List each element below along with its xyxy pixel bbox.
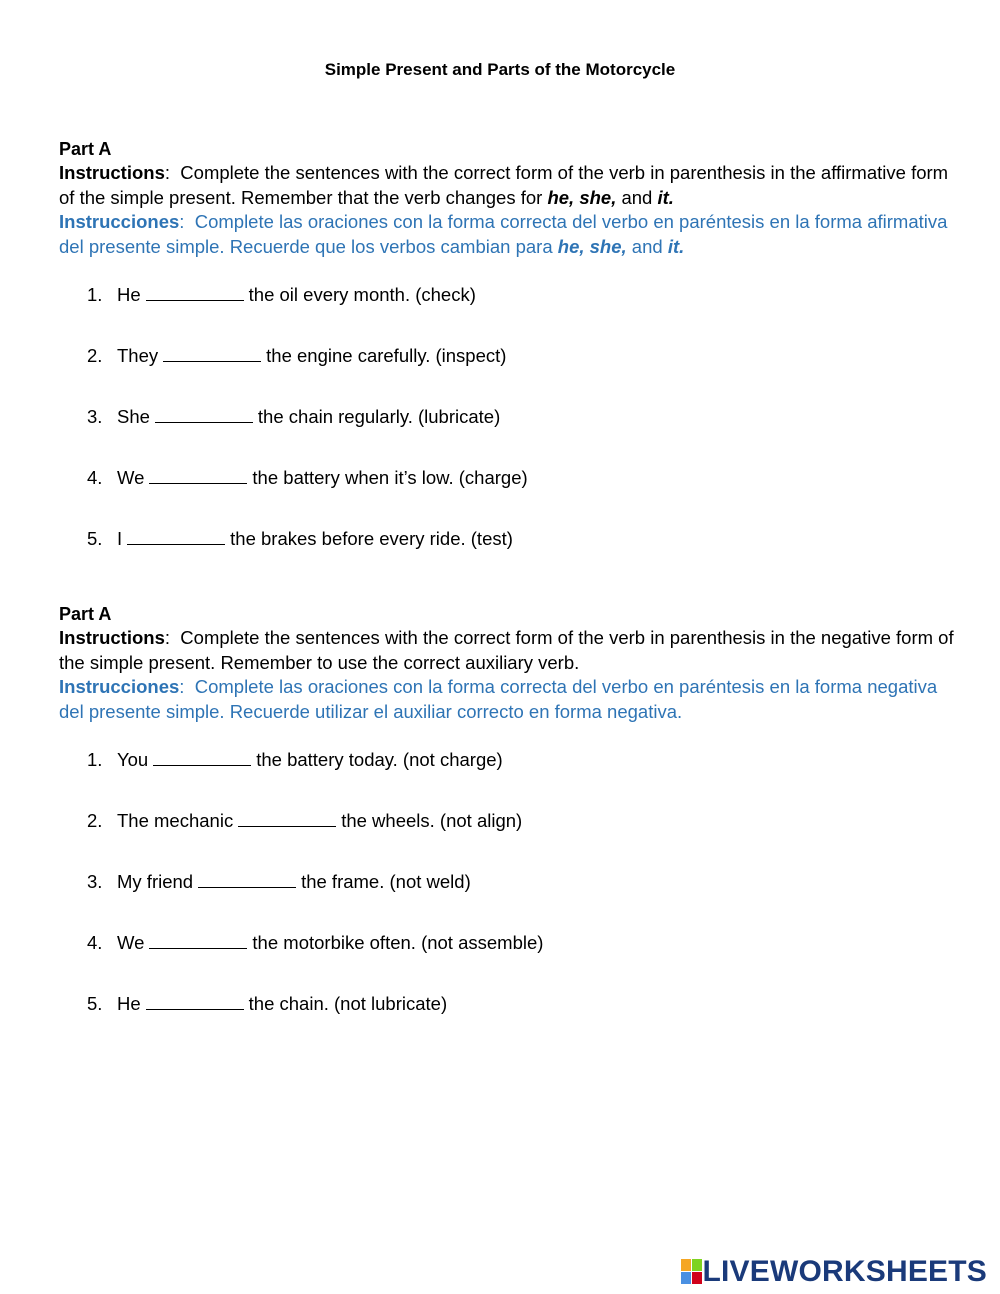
instructions-english: Instructions: Complete the sentences with the correct form of the verb in parenthesis in the affirmative form of the simple present. Remember that the verb changes for he, she, and it. [59, 162, 949, 208]
list-item: 3. She the chain regularly. (lubricate) [87, 406, 501, 427]
list-item: 1. You the battery today. (not charge) [87, 749, 503, 770]
list-item: 1. He the oil every month. (check) [87, 284, 476, 305]
answer-blank[interactable] [163, 346, 261, 362]
answer-blank[interactable] [146, 994, 244, 1010]
answer-blank[interactable] [149, 468, 247, 484]
logo-text: LIVEWORKSHEETS [702, 1255, 987, 1288]
instructions-english: Instructions: Complete the sentences with the correct form of the verb in parenthesis in the negative form of the simple present. Remember to use the correct auxiliary verb. [59, 627, 954, 673]
instructions-spanish: Instrucciones: Complete las oraciones con la forma correcta del verbo en paréntesis en la forma negativa del presente simple. Recuerde utilizar el auxiliar correcto en forma negativa. [59, 676, 938, 722]
instructions-spanish: Instrucciones: Complete las oraciones con la forma correcta del verbo en paréntesis en la forma afirmativa del presente simple. Recuerde que los verbos cambian para he, she, and it. [59, 211, 948, 257]
answer-blank[interactable] [238, 811, 336, 827]
list-item: 2. They the engine carefully. (inspect) [87, 345, 507, 366]
part-title: Part A [59, 139, 112, 159]
answer-blank[interactable] [149, 933, 247, 949]
section-affirmative [59, 137, 959, 259]
answer-blank[interactable] [127, 529, 225, 545]
answer-blank[interactable] [155, 407, 253, 423]
blocks-icon [681, 1259, 703, 1285]
liveworksheets-logo[interactable] [681, 1255, 988, 1289]
list-item: 5. I the brakes before every ride. (test) [87, 528, 513, 549]
part-title: Part A [59, 604, 112, 624]
section-negative [59, 602, 959, 724]
answer-blank[interactable] [146, 285, 244, 301]
answer-blank[interactable] [198, 872, 296, 888]
list-item: 4. We the motorbike often. (not assemble) [87, 932, 544, 953]
list-item: 4. We the battery when it’s low. (charge) [87, 467, 528, 488]
list-item: 5. He the chain. (not lubricate) [87, 993, 448, 1014]
page-title: Simple Present and Parts of the Motorcycle [324, 60, 676, 79]
list-item: 2. The mechanic the wheels. (not align) [87, 810, 523, 831]
list-item: 3. My friend the frame. (not weld) [87, 871, 471, 892]
answer-blank[interactable] [153, 750, 251, 766]
